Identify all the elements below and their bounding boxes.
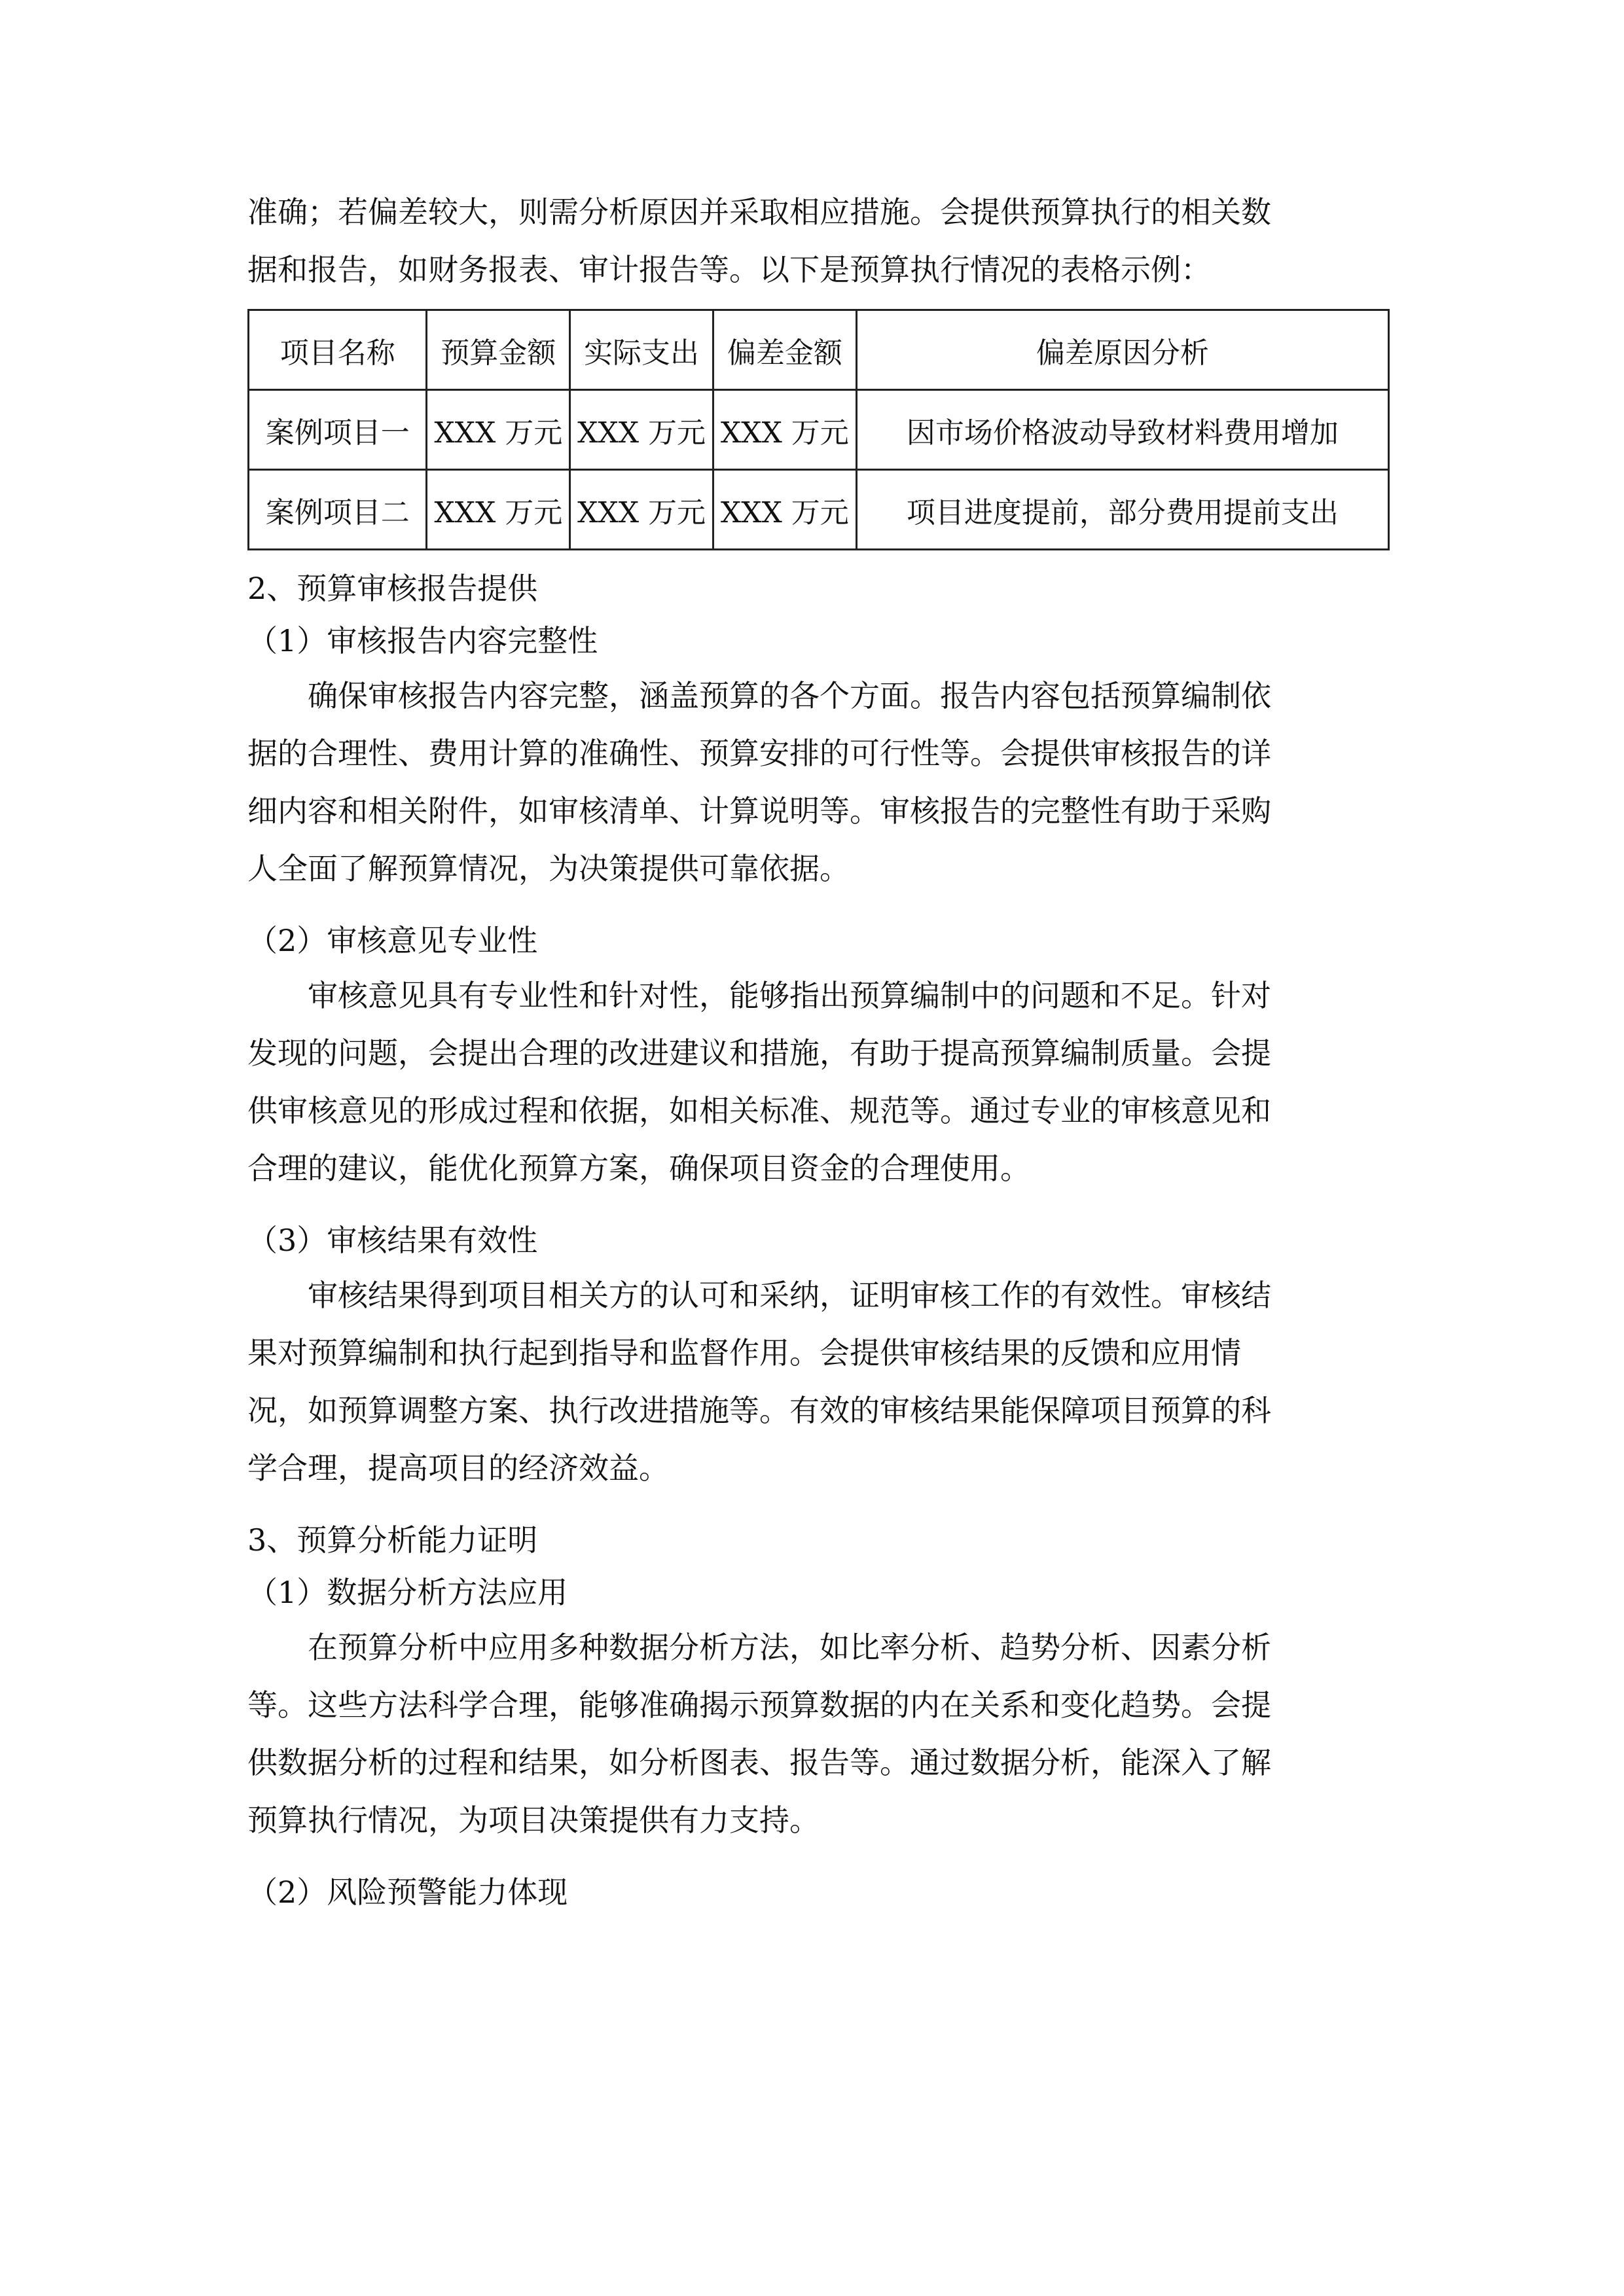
section-2-3-title: （3）审核结果有效性 <box>247 1223 538 1258</box>
table-header-row <box>249 310 1389 390</box>
paragraph-line: 等。这些方法科学合理，能够准确揭示预算数据的内在关系和变化趋势。会提 <box>247 1687 1271 1723</box>
section-3-title: 3、预算分析能力证明 <box>247 1522 538 1558</box>
paragraph-line: 预算执行情况，为项目决策提供有力支持。 <box>247 1803 820 1838</box>
cell-budget-amount: XXX 万元 <box>427 470 570 550</box>
table-row <box>249 390 1389 470</box>
document-body <box>247 183 1390 1918</box>
header-project-name: 项目名称 <box>249 310 427 390</box>
section-3-1-paragraph <box>247 1619 1390 1849</box>
cell-deviation-reason: 因市场价格波动导致材料费用增加 <box>856 390 1388 470</box>
section-2-3-paragraph <box>247 1266 1390 1497</box>
header-deviation-reason: 偏差原因分析 <box>856 310 1388 390</box>
paragraph-line: 在预算分析中应用多种数据分析方法，如比率分析、趋势分析、因素分析 <box>308 1630 1271 1665</box>
section-3-1-title: （1）数据分析方法应用 <box>247 1575 568 1610</box>
budget-execution-table <box>247 309 1390 550</box>
cell-actual-expense: XXX 万元 <box>570 390 713 470</box>
cell-project-name: 案例项目一 <box>249 390 427 470</box>
paragraph-line: 供审核意见的形成过程和依据，如相关标准、规范等。通过专业的审核意见和 <box>247 1093 1271 1128</box>
paragraph-line: 确保审核报告内容完整，涵盖预算的各个方面。报告内容包括预算编制依 <box>308 678 1271 713</box>
paragraph-line: 供数据分析的过程和结果，如分析图表、报告等。通过数据分析，能深入了解 <box>247 1745 1271 1780</box>
section-2-2-title: （2）审核意见专业性 <box>247 923 538 958</box>
paragraph-line: 审核意见具有专业性和针对性，能够指出预算编制中的问题和不足。针对 <box>308 978 1271 1013</box>
section-2-2-paragraph <box>247 967 1390 1197</box>
intro-line-2: 据和报告，如财务报表、审计报告等。以下是预算执行情况的表格示例： <box>247 252 1211 287</box>
intro-line-1: 准确；若偏差较大，则需分析原因并采取相应措施。会提供预算执行的相关数 <box>247 194 1271 230</box>
section-2-1-paragraph <box>247 667 1390 897</box>
section-2-title: 2、预算审核报告提供 <box>247 571 538 606</box>
paragraph-line: 果对预算编制和执行起到指导和监督作用。会提供审核结果的反馈和应用情 <box>247 1335 1241 1371</box>
table-row <box>249 470 1389 550</box>
paragraph-line: 审核结果得到项目相关方的认可和采纳，证明审核工作的有效性。审核结 <box>308 1278 1271 1313</box>
section-3-2-title: （2）风险预警能力体现 <box>247 1874 568 1910</box>
cell-deviation-reason: 项目进度提前，部分费用提前支出 <box>856 470 1388 550</box>
paragraph-line: 合理的建议，能优化预算方案，确保项目资金的合理使用。 <box>247 1151 1030 1186</box>
cell-project-name: 案例项目二 <box>249 470 427 550</box>
section-2-1-title: （1）审核报告内容完整性 <box>247 623 598 658</box>
header-budget-amount: 预算金额 <box>427 310 570 390</box>
paragraph-line: 发现的问题，会提出合理的改进建议和措施，有助于提高预算编制质量。会提 <box>247 1035 1271 1071</box>
paragraph-line: 人全面了解预算情况，为决策提供可靠依据。 <box>247 851 850 886</box>
paragraph-line: 据的合理性、费用计算的准确性、预算安排的可行性等。会提供审核报告的详 <box>247 736 1271 771</box>
header-actual-expense: 实际支出 <box>570 310 713 390</box>
header-deviation-amount: 偏差金额 <box>713 310 856 390</box>
paragraph-line: 况，如预算调整方案、执行改进措施等。有效的审核结果能保障项目预算的科 <box>247 1393 1271 1428</box>
paragraph-line: 学合理，提高项目的经济效益。 <box>247 1450 669 1486</box>
cell-deviation-amount: XXX 万元 <box>713 390 856 470</box>
cell-deviation-amount: XXX 万元 <box>713 470 856 550</box>
paragraph-line: 细内容和相关附件，如审核清单、计算说明等。审核报告的完整性有助于采购 <box>247 793 1271 829</box>
cell-actual-expense: XXX 万元 <box>570 470 713 550</box>
cell-budget-amount: XXX 万元 <box>427 390 570 470</box>
